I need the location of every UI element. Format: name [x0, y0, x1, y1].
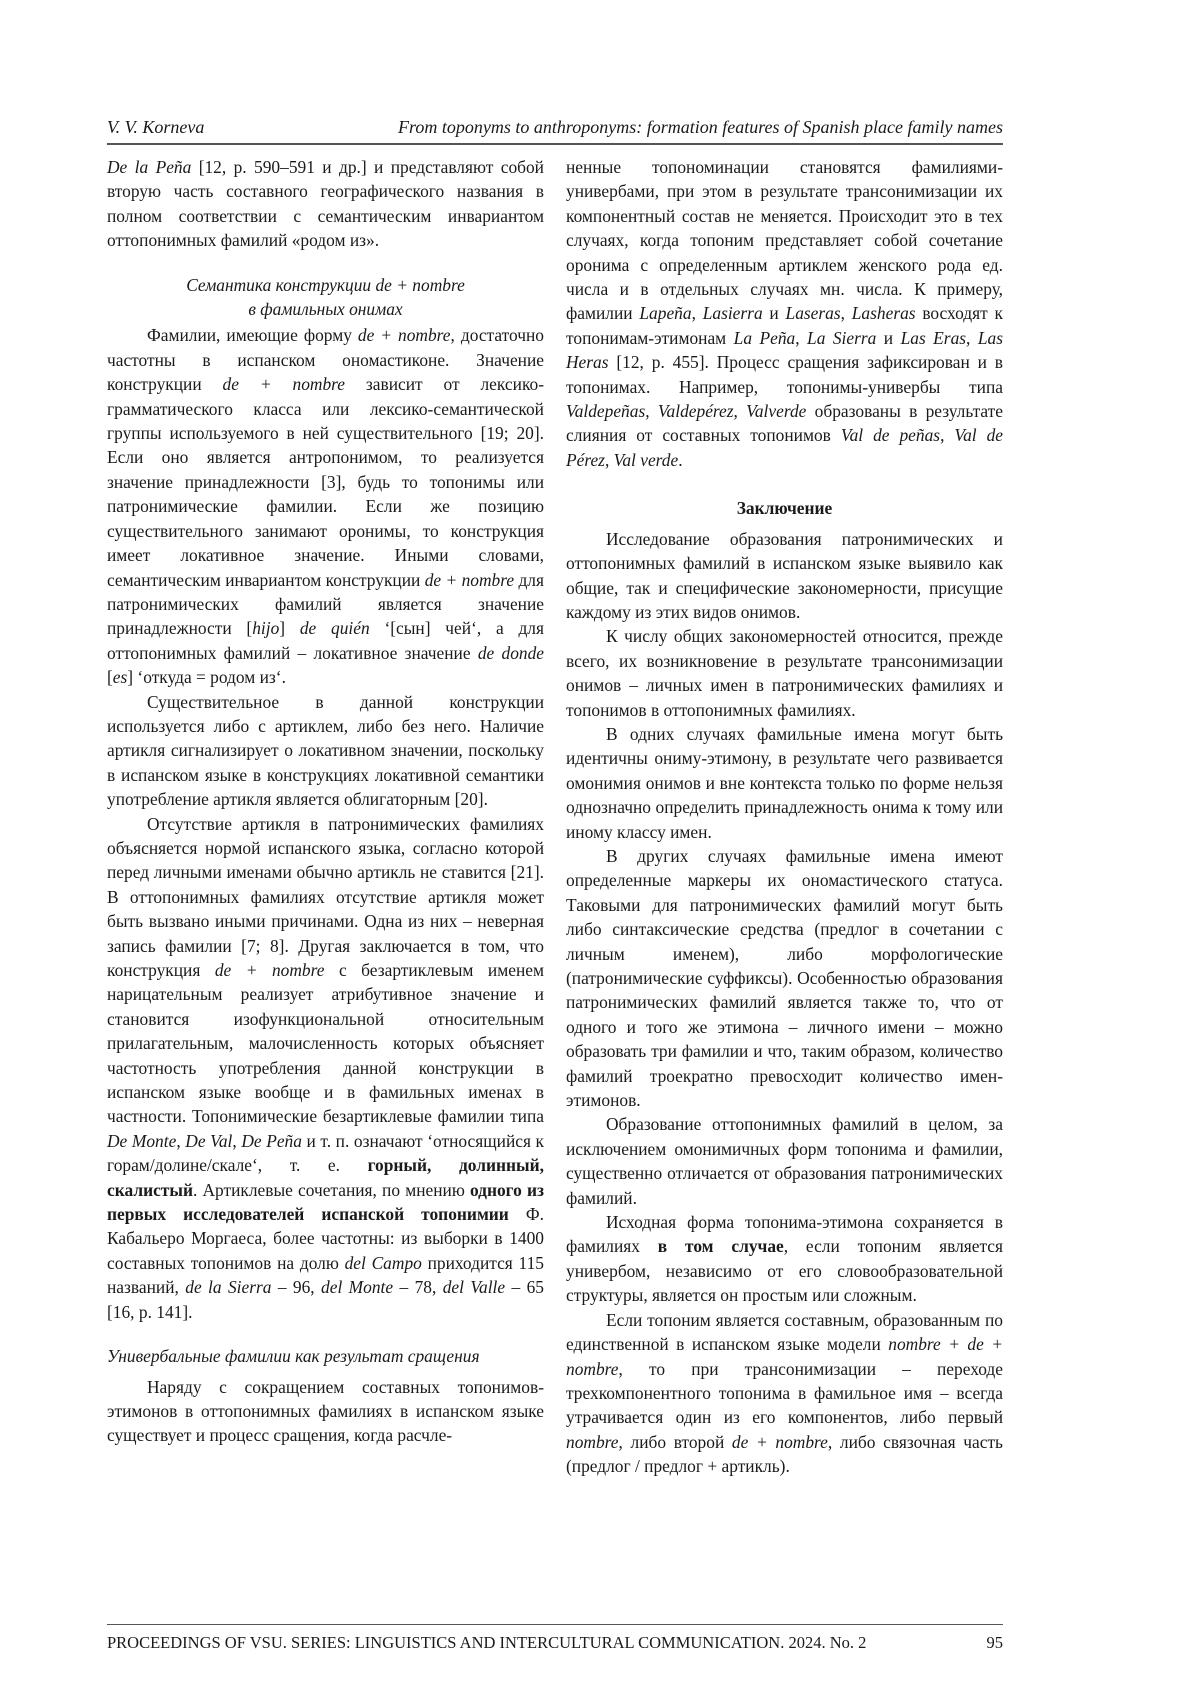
italic-term: De Monte — [107, 1131, 176, 1151]
text-run: Фамилии, имеющие форму — [147, 325, 358, 345]
page-footer — [107, 1624, 1003, 1673]
text-run: , — [966, 328, 978, 348]
text-run: В других случаях фамильные имена имеют определенные маркеры их ономастического статуса. Таковыми для патронимических фамилий могут быть либо синтаксические средства (предлог в сочетании с личным именем), либо морфологические (патронимические суффиксы). Особенностью образования патронимических фамилий является также то, что от одного и того же этимона – личного имени – можно образовать три фамилии и что, таким образом, количество фамилий троекратно превосходит количество имен-этимонов. — [566, 846, 1003, 1110]
paragraph — [566, 844, 1003, 1112]
paragraph — [566, 722, 1003, 844]
text-run: Универбальные фамилии как результат сращения — [107, 1346, 480, 1366]
text-run: ненные топономинации становятся фамилиями-универбами, при этом в результате трансонимизации их компонентный состав не меняется. Происходит это в тех случаях, когда топоним представляет собой сочетание оронима с определенным артиклем женского рода ед. числа и в отдельных случаях мн. числа. К примеру, фамилии — [566, 157, 1003, 323]
italic-term: Lasheras — [852, 303, 916, 323]
italic-term: de quién — [300, 618, 370, 638]
italic-term: de + nombre — [732, 1432, 828, 1452]
section-heading — [566, 496, 1003, 520]
italic-term: Val verde — [614, 450, 679, 470]
italic-term: Laseras — [786, 303, 841, 323]
text-run: Отсутствие артикля в патронимических фамилиях объясняется нормой испанского языка, согласно которой перед личными именами обычно артикль не ставится [21]. В оттопонимных фамилиях отсутствие артикля может быть вызвано иными причинами. Одна из них – неверная запись фамилии [7; 8]. Другая заключается в том, что конструкция — [107, 814, 544, 980]
text-run: , — [232, 1131, 241, 1151]
text-run: , — [795, 328, 807, 348]
text-run: , — [692, 303, 703, 323]
paragraph — [566, 624, 1003, 722]
text-run: – 96, — [271, 1277, 321, 1297]
text-run: Существительное в данной конструкции используется либо с артиклем, либо без него. Наличие артикля сигнализирует о локативном значении, поскольку в испанском языке в конструкциях локативной семантики употребление артикля является облигаторным [20]. — [107, 692, 544, 810]
italic-term: del Campo — [345, 1253, 422, 1273]
text-run: , — [841, 303, 852, 323]
text-run: зависит от лексико-грамматического класса или лексико-семантической группы используемого в ней существительного [19; 20]. Если оно является антропонимом, то реализуется значение принадлежности [3], будь то топонимы или патронимические фамилии. Если же позицию существительного занимают оронимы, то конструкция имеет локативное значение. Иными словами, семантическим инвариантом конструкции — [107, 374, 544, 589]
italic-term: de + nombre — [215, 960, 325, 980]
italic-term: nombre — [566, 1432, 619, 1452]
text-run: восходят к топонимам-этимонам — [566, 303, 1003, 347]
text-run: и т. п. означают ‘относящийся к горам/долине/скале‘, т. е. — [107, 1131, 544, 1175]
italic-term: De Val — [185, 1131, 232, 1151]
italic-term: nombre + de + nombre — [566, 1334, 1003, 1378]
italic-term: del Valle — [443, 1277, 505, 1297]
italic-term: de + nombre — [425, 570, 514, 590]
italic-term: Val de Pérez — [566, 425, 1003, 469]
text-run: образованы в результате слияния от составных топонимов — [566, 401, 1003, 445]
bold-text: в том случае — [658, 1236, 784, 1256]
italic-term: de donde — [478, 643, 544, 663]
paragraph — [107, 1375, 544, 1448]
paragraph — [566, 155, 1003, 472]
text-run: , либо второй — [619, 1432, 732, 1452]
text-run: в фамильных онимах — [248, 299, 402, 319]
paragraph — [566, 1210, 1003, 1308]
right-column — [566, 155, 1003, 1479]
text-run: , — [940, 425, 954, 445]
italic-term: De Peña — [241, 1131, 302, 1151]
paragraph — [107, 812, 544, 1325]
text-run: , — [645, 401, 658, 421]
text-run: Исходная форма топонима-этимона сохраняется в фамилиях — [566, 1212, 1003, 1256]
text-run: ] ‘откуда = родом из‘. — [127, 667, 286, 687]
text-run: Заключение — [737, 498, 833, 518]
text-run: , — [176, 1131, 185, 1151]
italic-term: Val de peñas — [841, 425, 940, 445]
header-title: From toponyms to anthroponyms: formation features of Spanish place family names — [398, 117, 1003, 138]
text-run: Если топоним является составным, образованным по единственной в испанском языке модели — [566, 1310, 1003, 1354]
text-run: [12, p. 455]. Процесс сращения зафиксирован и в топонимах. Например, топонимы-универбы типа — [566, 352, 1003, 396]
text-columns — [107, 155, 1003, 1479]
text-run: , — [734, 401, 747, 421]
header-author: V. V. Korneva — [107, 117, 204, 138]
italic-term: del Monte — [321, 1277, 393, 1297]
italic-term: La Sierra — [807, 328, 876, 348]
text-run: [ — [107, 667, 113, 687]
italic-term: Las Heras — [566, 328, 1003, 372]
italic-term: Valdepeñas — [566, 401, 645, 421]
italic-term: Valdepérez — [658, 401, 734, 421]
text-run: , достаточно частотны в испанском ономастиконе. Значение конструкции — [107, 325, 544, 394]
bold-text: горный, долинный, скалистый — [107, 1155, 544, 1199]
text-run: Исследование образования патронимических и оттопонимных фамилий в испанском языке выявило как общие, так и специфические закономерности, присущие каждому из этих видов онимов. — [566, 529, 1003, 622]
text-run: Наряду с сокращением составных топонимов-этимонов в оттопонимных фамилиях в испанском языке существует и процесс сращения, когда расчле- — [107, 1377, 544, 1446]
text-run: , то при трансонимизации – переходе трехкомпонентного топонима в фамильное имя – всегда утрачивается один из его компонентов, либо первый — [566, 1359, 1003, 1428]
page — [107, 0, 1003, 1673]
text-run: , если топоним является универбом, независимо от его словообразовательной структуры, является он простым или сложным. — [566, 1236, 1003, 1305]
italic-term: Lapeña — [639, 303, 691, 323]
italic-term: De la Peña — [107, 157, 191, 177]
left-column — [107, 155, 544, 1479]
text-run: с безартиклевым именем нарицательным реализует атрибутивное значение и становится изофункциональной относительным прилагательным, малочисленность которых объясняет частотность употребления данной конструкции в испанском языке вообще и в фамильных именах в частности. Топонимические безартиклевые фамилии типа — [107, 960, 544, 1126]
italic-term: Lasierra — [703, 303, 763, 323]
text-run: Образование оттопонимных фамилий в целом, за исключением омонимичных форм топонима и фамилии, существенно отличается от образования патронимических фамилий. — [566, 1114, 1003, 1207]
text-run: и — [876, 328, 900, 348]
italic-term: hijo — [252, 618, 279, 638]
paragraph — [566, 1308, 1003, 1479]
paragraph — [566, 1112, 1003, 1210]
footer-spacer — [107, 1479, 1003, 1493]
paragraph — [566, 527, 1003, 625]
italic-term: de + nombre — [223, 374, 345, 394]
text-run: – 65 [16, p. 141]. — [107, 1277, 544, 1321]
paragraph — [107, 323, 544, 689]
text-run: приходится 115 названий, — [107, 1253, 544, 1297]
bold-text: одного из первых исследователей испанской топонимии — [107, 1180, 544, 1224]
text-run: Семантика конструкции de + nombre — [186, 275, 465, 295]
page-number: 95 — [987, 1633, 1004, 1653]
text-run: Ф. Кабальеро Моргаеса, более частотны: из выборки в 1400 составных топонимов на долю — [107, 1204, 544, 1273]
text-run: – 78, — [393, 1277, 443, 1297]
text-run: для патронимических фамилий является значение принадлежности [ — [107, 570, 544, 639]
text-run: В одних случаях фамильные имена могут быть идентичны ониму-этимону, в результате чего развивается омонимия онимов и вне контекста только по форме нельзя однозначно определить принадлежность онима к тому или иному классу имен. — [566, 724, 1003, 842]
running-header — [107, 113, 1003, 145]
paragraph — [107, 690, 544, 812]
italic-term: es — [113, 667, 128, 687]
italic-term: Valverde — [746, 401, 806, 421]
text-run: ‘[сын] чей‘, а для оттопонимных фамилий – локативное значение — [107, 618, 544, 662]
section-heading — [107, 1344, 544, 1368]
text-run: К числу общих закономерностей относится, прежде всего, их возникновение в результате трансонимизации онимов – личных имен в патронимических фамилиях и топонимов в оттопонимных фамилиях. — [566, 626, 1003, 719]
footer-journal: PROCEEDINGS OF VSU. SERIES: LINGUISTICS AND INTERCULTURAL COMMUNICATION. 2024. No. 2 — [107, 1633, 866, 1652]
section-heading — [107, 273, 544, 322]
paragraph — [107, 155, 544, 253]
text-run: , — [605, 450, 614, 470]
text-run: . Артиклевые сочетания, по мнению — [193, 1180, 470, 1200]
text-run: [12, p. 590–591 и др.] и представляют собой вторую часть составного географического названия в полном соответствии с семантическим инвариантом оттопонимных фамилий «родом из». — [107, 157, 544, 250]
text-run: и — [763, 303, 786, 323]
text-run: . — [678, 450, 682, 470]
text-run: ] — [279, 618, 300, 638]
italic-term: Las Eras — [901, 328, 966, 348]
text-run: , либо связочная часть (предлог / предлог + артикль). — [566, 1432, 1003, 1476]
italic-term: de + nombre — [358, 325, 451, 345]
italic-term: de la Sierra — [185, 1277, 271, 1297]
italic-term: La Peña — [734, 328, 796, 348]
